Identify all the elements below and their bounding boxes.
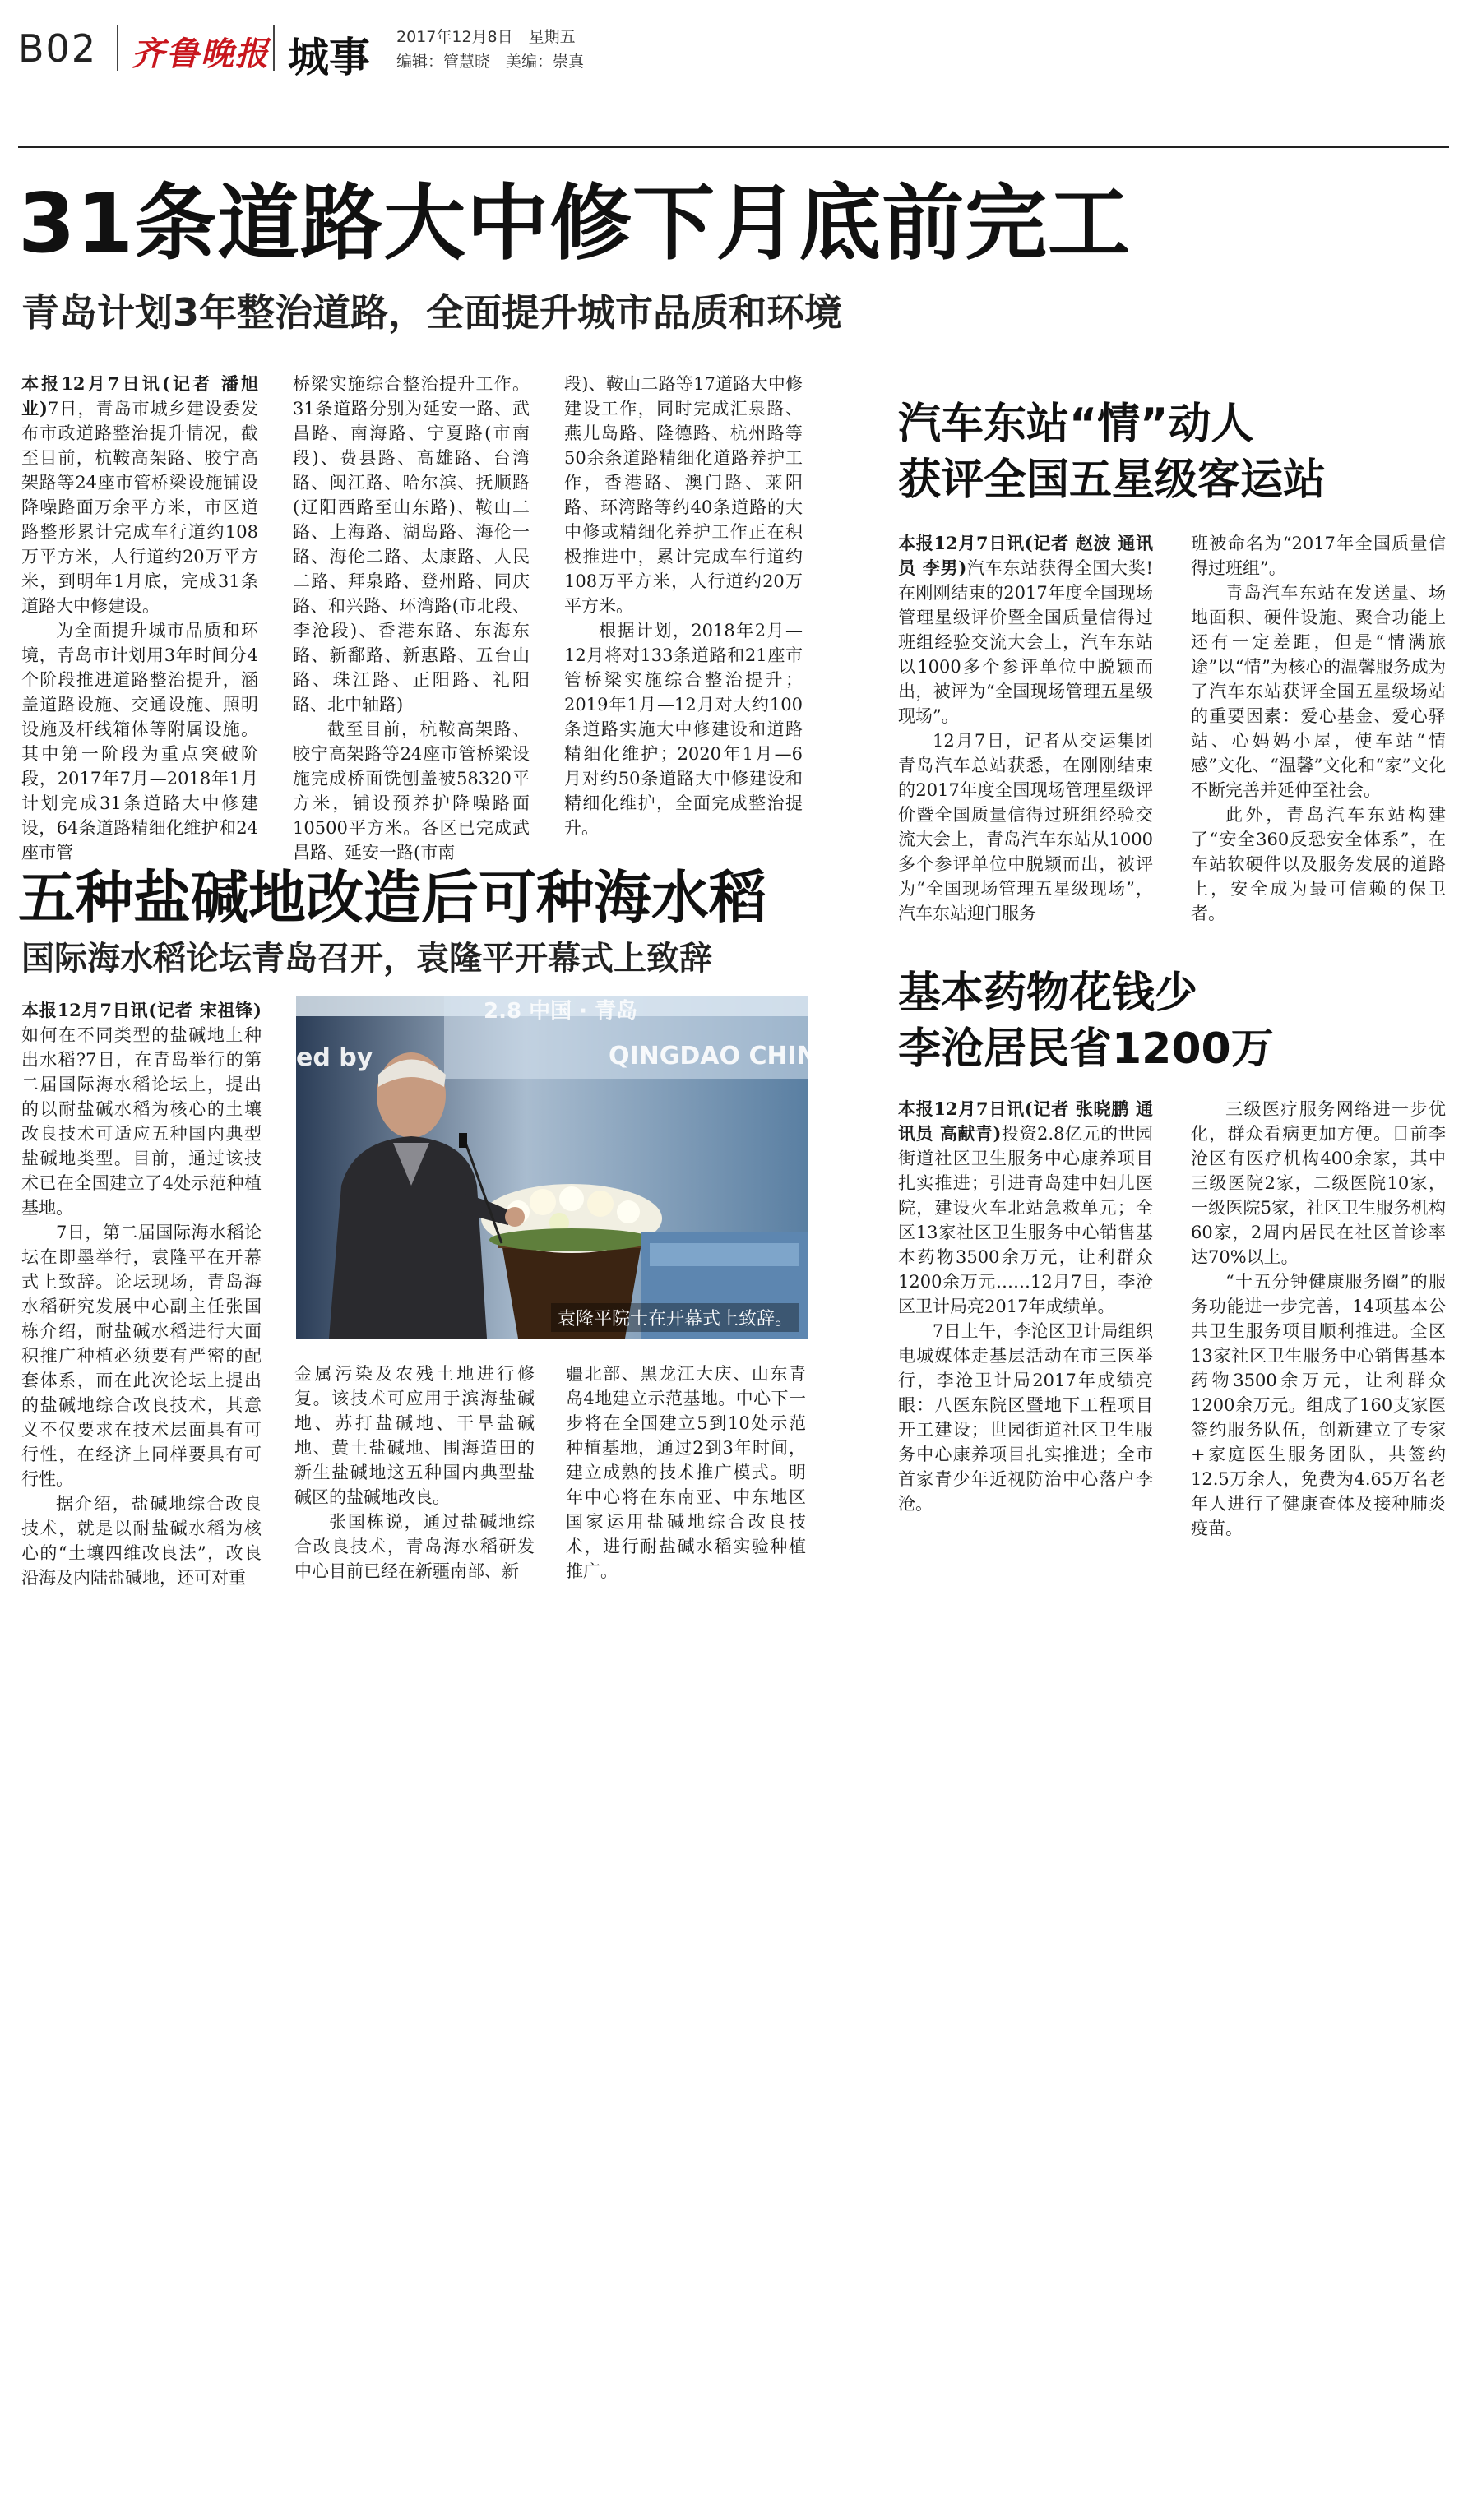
article-column <box>21 998 262 1590</box>
page-number: B02 <box>18 26 98 71</box>
article-column <box>294 1362 535 1584</box>
article-column <box>898 531 1153 926</box>
story-headline: 汽车东站“情”动人 <box>898 400 1254 449</box>
paragraph: 此外，青岛汽车东站构建了“安全360反恐安全体系”，在车站软硬件以及服务发展的道路上，安全成为最可信赖的保卫者。 <box>1191 805 1446 923</box>
header-divider <box>273 25 275 71</box>
paragraph: 段)、鞍山二路等17道路大中修建设工作，同时完成汇泉路、燕儿岛路、隆德路、杭州路等50余条道路精细化道路养护工作，香港路、澳门路、莱阳路、环湾路等约40条道路的大中修或精细化养护工作正在积极推进中，累计完成车行道约108万平方米，人行道约20万平方米。 <box>564 374 803 616</box>
news-photo <box>296 996 837 1339</box>
paragraph: 金属污染及农残土地进行修复。该技术可应用于滨海盐碱地、苏打盐碱地、干旱盐碱地、黄土盐碱地、围海造田的新生盐碱地这五种国内典型盐碱区的盐碱地改良。 <box>294 1364 535 1507</box>
photo-sign-text: 2.8 中国 · 青岛 <box>484 999 638 1024</box>
photo-illustration <box>296 996 837 1339</box>
story-subheadline: 国际海水稻论坛青岛召开，袁隆平开幕式上致辞 <box>21 940 712 978</box>
paragraph: “十五分钟健康服务圈”的服务功能进一步完善，14项基本公共卫生服务项目顺利推进。全区13家社区卫生服务中心销售基本药物3500余万元，让利群众1200余万元。组成了160支家医签约服务队伍，创新建立了专家+家庭医生服务团队，共签约12.5万余人，免费为4.65万名老年人进行了健康查体及接种肺炎疫苗。 <box>1191 1272 1446 1538</box>
byline: 本报12月7日讯(记者 赵波 通讯员 李男) <box>898 533 1153 578</box>
article-column <box>1191 1097 1446 1541</box>
article-column <box>566 1362 806 1584</box>
paragraph: 青岛汽车东站在发送量、场地面积、硬件设施、聚合功能上还有一定差距，但是“情满旅途”以“情”为核心的温馨服务成为了汽车东站获评全国五星级场站的重要因素：爱心基金、爱心驿站、心妈妈小屋，使车站“情感”文化、“温馨”文化和“家”文化不断完善并延伸至社会。 <box>1191 583 1446 800</box>
article-column <box>898 1097 1153 1516</box>
article-column <box>293 372 530 865</box>
story-subheadline: 青岛计划3年整治道路，全面提升城市品质和环境 <box>21 290 843 335</box>
article-column <box>1191 531 1446 926</box>
photo-caption: 袁隆平院士在开幕式上致辞。 <box>551 1303 799 1332</box>
byline: 本报12月7日讯(记者 宋祖锋) <box>21 1000 262 1020</box>
paragraph: 班被命名为“2017年全国质量信得过班组”。 <box>1191 534 1446 578</box>
article-column <box>564 372 803 840</box>
editor-credits: 编辑：管慧晓 美编：崇真 <box>396 53 585 71</box>
byline: 本报12月7日讯(记者 潘旭业) <box>21 373 258 418</box>
paragraph: 据介绍，盐碱地综合改良技术，就是以耐盐碱水稻为核心的“土壤四维改良法”，改良沿海及内陆盐碱地，还可对重 <box>21 1494 262 1588</box>
story-headline: 获评全国五星级客运站 <box>898 455 1327 505</box>
paragraph: 张国栋说，通过盐碱地综合改良技术，青岛海水稻研发中心目前已经在新疆南部、新 <box>294 1512 535 1581</box>
newspaper-logo: 齐鲁晚报 <box>132 35 270 73</box>
issue-date: 2017年12月8日 星期五 <box>396 28 576 46</box>
byline: 本报12月7日讯(记者 张晓鹏 通讯员 高献青) <box>898 1098 1153 1144</box>
photo-sign-text: QINGDAO CHINA <box>609 1042 837 1070</box>
story-headline: 基本药物花钱少 <box>898 969 1198 1018</box>
article-column <box>21 372 258 865</box>
paragraph: 疆北部、黑龙江大庆、山东青岛4地建立示范基地。中心下一步将在全国建立5到10处示范种植基地，通过2到3年时间，建立成熟的技术推广模式。明年中心将在东南亚、中东地区国家运用盐碱地综合改良技术，进行耐盐碱水稻实验种植推广。 <box>566 1364 806 1581</box>
paragraph: 汽车东站获得全国大奖!在刚刚结束的2017年度全国现场管理星级评价暨全国质量信得过班组经验交流大会上，汽车东站以1000多个参评单位中脱颖而出，被评为“全国现场管理五星级现场”。 <box>898 558 1153 726</box>
paragraph: 12月7日，记者从交运集团青岛汽车总站获悉，在刚刚结束的2017年度全国现场管理星级评价暨全国质量信得过班组经验交流大会上，青岛汽车东站从1000多个参评单位中脱颖而出，被评为“全国现场管理五星级现场”，汽车东站迎门服务 <box>898 731 1153 923</box>
paragraph: 桥梁实施综合整治提升工作。31条道路分别为延安一路、武昌路、南海路、宁夏路(市南段)、费县路、高雄路、台湾路、闽江路、哈尔滨、抚顺路(辽阳西路至山东路)、鞍山二路、上海路、湖岛路、海伦一路、海伦二路、太康路、人民二路、拜泉路、登州路、同庆路、和兴路、环湾路(市北段、李沧段)、香港东路、东海东路、新鄱路、新惠路、五台山路、珠江路、正阳路、礼阳路、北中轴路) <box>293 374 530 714</box>
story-headline: 五种盐碱地改造后可种海水稻 <box>18 864 766 932</box>
paragraph: 7日，第二届国际海水稻论坛在即墨举行，袁隆平在开幕式上致辞。论坛现场，青岛海水稻研究发展中心副主任张国栋介绍，耐盐碱水稻进行大面积推广种植必须要有严密的配套体系，而在此次论坛上提出的盐碱地综合改良技术，其意义不仅要求在技术层面具有可行性，在经济上同样要具有可行性。 <box>21 1223 262 1489</box>
header-divider <box>117 25 118 71</box>
paragraph: 如何在不同类型的盐碱地上种出水稻?7日，在青岛举行的第二届国际海水稻论坛上，提出的以耐盐碱水稻为核心的土壤改良技术可适应五种国内典型盐碱地类型。目前，通过该技术已在全国建立了4处示范种植基地。 <box>21 1025 262 1218</box>
paragraph: 7日上午，李沧区卫计局组织电城媒体走基层活动在市三医举行，李沧卫计局2017年成绩亮眼：八医东院区暨地下工程项目开工建设；世园街道社区卫生服务中心康养项目扎实推进；全市首家青少年近视防治中心落户李沧。 <box>898 1321 1153 1514</box>
section-title: 城事 <box>288 34 370 81</box>
paragraph: 三级医疗服务网络进一步优化，群众看病更加方便。目前李沧区有医疗机构400余家，其中三级医院2家，二级医院10家，一级医院5家，社区卫生服务机构60家，2周内居民在社区首诊率达70%以上。 <box>1191 1099 1446 1267</box>
paragraph: 根据计划，2018年2月—12月将对133条道路和21座市管桥梁实施综合整治提升；2019年1月—12月对大约100条道路实施大中修建设和道路精细化维护；2020年1月—6月对约50条道路大中修建设和精细化维护，全面完成整治提升。 <box>564 621 803 838</box>
paragraph: 7日，青岛市城乡建设委发布市政道路整治提升情况，截至目前，杭鞍高架路、胶宁高架路等24座市管桥梁设施铺设降噪路面万余平方米，市区道路整形累计完成车行道约108万平方米，人行道约20万平方米，到明年1月底，完成31条道路大中修建设。 <box>21 399 258 616</box>
story-headline: 李沧居民省1200万 <box>898 1024 1274 1074</box>
story-headline: 31条道路大中修下月底前完工 <box>18 175 1132 271</box>
paragraph: 投资2.8亿元的世园街道社区卫生服务中心康养项目扎实推进；引进青岛建中妇儿医院，建设火车北站急救单元；全区13家社区卫生服务中心销售基本药物3500余万元，让利群众1200余万元……12月7日，李沧区卫计局亮2017年成绩单。 <box>898 1124 1153 1316</box>
photo-sign-text: ed by <box>296 1043 373 1072</box>
paragraph: 为全面提升城市品质和环境，青岛市计划用3年时间分4个阶段推进道路整治提升，涵盖道路设施、交通设施、照明设施及杆线箱体等附属设施。其中第一阶段为重点突破阶段，2017年7月—2018年1月计划完成31条道路大中修建设，64条道路精细化维护和24座市管 <box>21 621 258 862</box>
paragraph: 截至目前，杭鞍高架路、胶宁高架路等24座市管桥梁设施完成桥面铣刨盖被58320平方米，铺设预养护降噪路面10500平方米。各区已完成武昌路、延安一路(市南 <box>293 719 530 862</box>
header-rule <box>18 146 1449 148</box>
